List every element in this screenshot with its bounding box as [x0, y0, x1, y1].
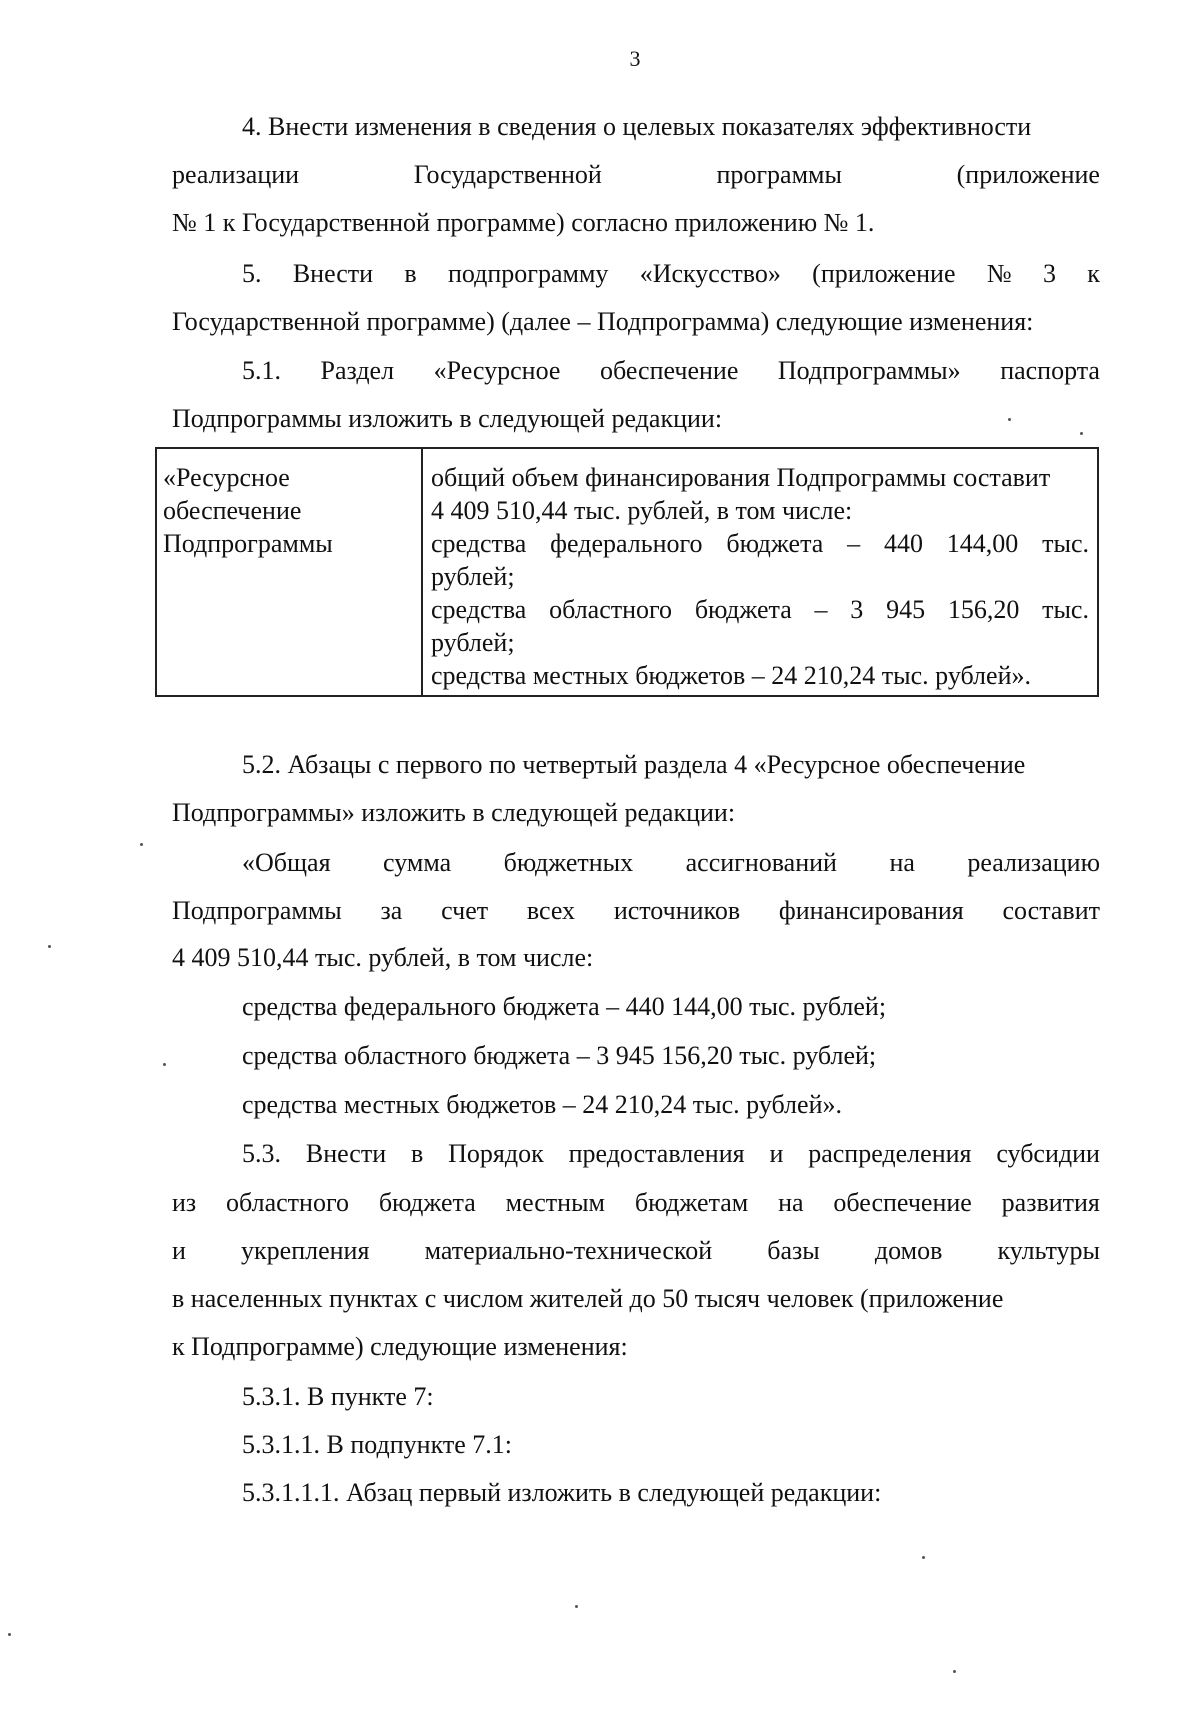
resource-provision-table: [155, 447, 1099, 697]
word: 3: [850, 595, 864, 624]
word: в: [410, 1139, 424, 1168]
paragraph-5-3-1: 5.3.1. В пункте 7:: [242, 1382, 434, 1411]
word: местным: [505, 1188, 605, 1217]
word: «Ресурсное: [433, 356, 561, 385]
word: реализацию: [967, 848, 1100, 877]
word: 945: [886, 595, 926, 624]
paragraph-5-3-line-5: к Подпрограмме) следующие изменения:: [172, 1332, 628, 1361]
table-right-cell-line-6: рублей;: [431, 628, 515, 657]
word: 5.1.: [242, 356, 281, 385]
table-column-divider: [421, 449, 423, 695]
word: 5.: [242, 259, 262, 288]
table-right-cell-line-4: рублей;: [431, 562, 515, 591]
word: федерального: [550, 529, 703, 558]
word: и: [769, 1139, 784, 1168]
word: подпрограмму: [447, 259, 609, 288]
word: бюджета: [694, 595, 792, 624]
paragraph-5-2-line-7: средства областного бюджета – 3 945 156,20 тыс. рублей;: [242, 1041, 877, 1070]
scan-speck: [575, 1605, 578, 1608]
word: и: [172, 1236, 186, 1265]
word: культуры: [997, 1236, 1100, 1265]
paragraph-5-line-2: Государственной программе) (далее – Подпрограмма) следующие изменения:: [172, 307, 1034, 336]
paragraph-5-2-line-6: средства федерального бюджета – 440 144,00 тыс. рублей;: [242, 992, 887, 1021]
paragraph-4-line-2: [172, 162, 1100, 188]
word: Внести: [305, 1139, 387, 1168]
paragraph-5-3-line-2: [172, 1190, 1100, 1216]
word: домов: [874, 1236, 943, 1265]
scan-speck: [163, 1063, 166, 1066]
word: распределения: [808, 1139, 972, 1168]
word: «Общая: [242, 848, 331, 877]
word: «Искусство»: [639, 259, 781, 288]
word: Порядок: [448, 1139, 544, 1168]
word: ассигнований: [685, 848, 837, 877]
paragraph-5-2-line-3: [242, 850, 1100, 876]
scan-speck: [1008, 418, 1011, 421]
word: средства: [431, 595, 527, 624]
table-right-cell-line-5: [431, 597, 1089, 623]
paragraph-5-1-line-2: Подпрограммы изложить в следующей редакции:: [172, 404, 723, 433]
table-left-cell-line: обеспечение: [163, 496, 302, 525]
word: в: [404, 259, 417, 288]
word: источников: [613, 896, 741, 925]
table-right-cell-line-3: [431, 531, 1089, 557]
paragraph-4-line-3: № 1 к Государственной программе) согласно приложению № 1.: [172, 208, 875, 237]
word: счет: [441, 896, 489, 925]
paragraph-5-2-line-5: 4 409 510,44 тыс. рублей, в том числе:: [172, 943, 594, 972]
word: Подпрограммы: [172, 896, 342, 925]
paragraph-5-2-line-4: [172, 898, 1100, 924]
word: предоставления: [568, 1139, 745, 1168]
paragraph-4-line-1: 4. Внести изменения в сведения о целевых показателях эффективности: [242, 112, 1032, 141]
word: Внести: [292, 259, 374, 288]
table-right-cell-line-2: 4 409 510,44 тыс. рублей, в том числе:: [431, 496, 853, 525]
paragraph-5-2-line-8: средства местных бюджетов – 24 210,24 тыс. рублей».: [242, 1090, 842, 1119]
word: Раздел: [320, 356, 395, 385]
word: 5.3.: [242, 1139, 281, 1168]
table-left-cell-line: Подпрограммы: [163, 529, 333, 558]
word: базы: [767, 1236, 820, 1265]
paragraph-5-3-1-1-1: 5.3.1.1.1. Абзац первый изложить в следующей редакции:: [242, 1478, 882, 1507]
word: сумма: [383, 848, 452, 877]
word: за: [380, 896, 403, 925]
word: материально-технической: [424, 1236, 713, 1265]
paragraph-5-3-line-4: в населенных пунктах с числом жителей до 50 тысяч человек (приложение: [172, 1284, 1004, 1313]
word: тыс.: [1042, 529, 1089, 558]
word: финансирования: [778, 896, 964, 925]
paragraph-5-1-line-1: [242, 358, 1100, 384]
scan-speck: [8, 1633, 11, 1636]
word: 156,20: [947, 595, 1020, 624]
page-number: 3: [629, 46, 641, 71]
word: паспорта: [1000, 356, 1100, 385]
word: всех: [526, 896, 576, 925]
word: на: [778, 1188, 804, 1217]
word: тыс.: [1042, 595, 1089, 624]
word: составит: [1002, 896, 1100, 925]
word: (приложение: [812, 259, 956, 288]
word: бюджета: [726, 529, 824, 558]
word: развития: [1001, 1188, 1100, 1217]
word: обеспечение: [599, 356, 739, 385]
word: обеспечение: [833, 1188, 972, 1217]
word: 144,00: [946, 529, 1019, 558]
word: субсидии: [996, 1139, 1100, 1168]
word: –: [847, 529, 861, 558]
paragraph-5-3-line-1: [242, 1141, 1100, 1167]
word: (приложение: [956, 160, 1100, 189]
paragraph-5-2-line-2: Подпрограммы» изложить в следующей редакции:: [172, 798, 736, 827]
word: программы: [716, 160, 842, 189]
table-left-cell-line: «Ресурсное: [163, 463, 290, 492]
word: реализации: [172, 160, 300, 189]
word: на: [889, 848, 915, 877]
word: 440: [883, 529, 923, 558]
word: бюджетных: [503, 848, 634, 877]
word: из: [172, 1188, 197, 1217]
paragraph-5-3-line-3: [172, 1238, 1100, 1264]
paragraph-5-2-line-1: 5.2. Абзацы с первого по четвертый раздела 4 «Ресурсное обеспечение: [242, 750, 1026, 779]
paragraph-5-3-1-1: 5.3.1.1. В подпункте 7.1:: [242, 1430, 512, 1459]
word: средства: [431, 529, 527, 558]
scan-speck: [140, 843, 143, 846]
table-right-cell-line-1: общий объем финансирования Подпрограммы составит: [431, 463, 1051, 492]
word: №: [986, 259, 1012, 288]
table-right-cell-line-7: средства местных бюджетов – 24 210,24 тыс. рублей».: [431, 661, 1031, 690]
word: бюджетам: [634, 1188, 749, 1217]
word: –: [814, 595, 828, 624]
word: 3: [1042, 259, 1056, 288]
word: областного: [226, 1188, 349, 1217]
word: бюджета: [378, 1188, 476, 1217]
word: к: [1087, 259, 1100, 288]
scan-speck: [953, 1670, 956, 1673]
word: областного: [549, 595, 673, 624]
paragraph-5-line-1: [242, 261, 1100, 287]
word: укрепления: [241, 1236, 370, 1265]
word: Подпрограммы»: [777, 356, 961, 385]
scan-speck: [48, 945, 51, 948]
scan-speck: [1080, 432, 1083, 435]
word: Государственной: [413, 160, 602, 189]
scan-speck: [922, 1556, 925, 1559]
